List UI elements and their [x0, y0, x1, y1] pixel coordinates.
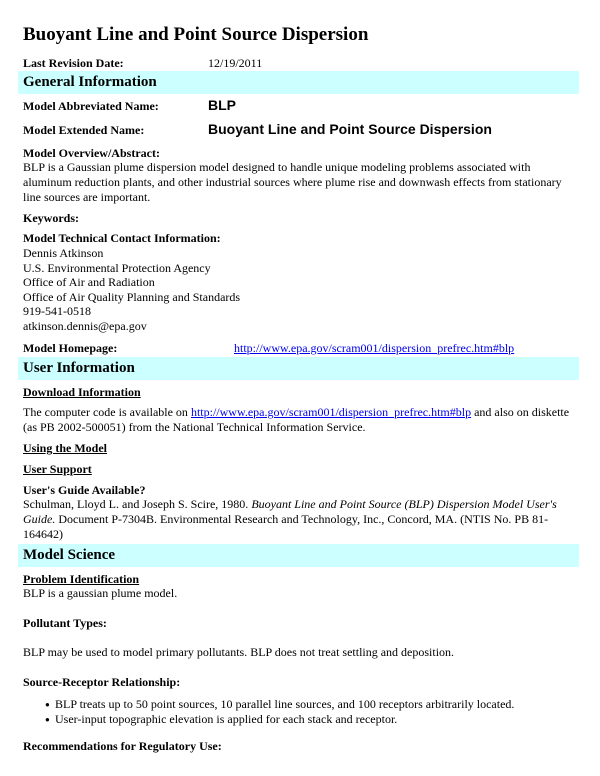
support-heading: User Support	[23, 462, 92, 476]
contact-suboffice: Office of Air Quality Planning and Standards	[23, 290, 241, 304]
keywords-label: Keywords:	[23, 211, 79, 225]
contact-label: Model Technical Contact Information:	[23, 231, 221, 245]
guide-details: Document P-7304B. Environmental Research and Technology, Inc., Concord, MA. (NTIS No. PB 81-164642)	[23, 512, 549, 541]
contact-phone: 919-541-0518	[23, 304, 91, 318]
section-heading-general: General Information	[23, 74, 157, 90]
section-heading-user: User Information	[23, 360, 135, 376]
download-text	[23, 405, 575, 435]
revision-value: 12/19/2011	[208, 56, 263, 70]
download-heading: Download Information	[23, 385, 141, 399]
using-heading: Using the Model	[23, 441, 107, 455]
download-link[interactable]: http://www.epa.gov/scram001/dispersion_prefrec.htm#blp	[190, 405, 472, 419]
contact-email: atkinson.dennis@epa.gov	[23, 319, 147, 333]
download-text-after: and also on diskette (as PB 2002-500051) from the National Technical Information Service.	[23, 405, 570, 434]
overview-text: BLP is a Gaussian plume dispersion model designed to handle unique modeling problems associated with aluminum reduction plants, and other industrial sources where plume rise and downwash effects from stationary line sources are important.	[23, 160, 562, 204]
section-band-user	[18, 357, 579, 380]
receptor-list	[45, 697, 514, 727]
abbrev-value: BLP	[208, 97, 236, 113]
problem-heading: Problem Identification	[23, 572, 140, 586]
section-heading-science: Model Science	[23, 547, 116, 563]
pollutant-text: BLP may be used to model primary pollutants. BLP does not treat settling and deposition.	[23, 645, 455, 659]
homepage-label: Model Homepage:	[23, 341, 118, 355]
page-title: Buoyant Line and Point Source Dispersion	[23, 24, 369, 45]
guide-title: Buoyant Line and Point Source (BLP) Dispersion Model User's Guide.	[23, 497, 557, 526]
contact-agency: U.S. Environmental Protection Agency	[23, 261, 211, 275]
list-item: ● User-input topographic elevation is applied for each stack and receptor.	[45, 712, 514, 727]
guide-text	[23, 497, 575, 542]
list-item: ● BLP treats up to 50 point sources, 10 parallel line sources, and 100 receptors arbitrarily located.	[45, 697, 514, 712]
contact-office: Office of Air and Radiation	[23, 275, 155, 289]
extended-label: Model Extended Name:	[23, 123, 145, 137]
overview-label: Model Overview/Abstract:	[23, 146, 160, 160]
section-band-general	[18, 71, 579, 94]
receptor-label: Source-Receptor Relationship:	[23, 675, 181, 689]
section-band-science	[18, 544, 579, 567]
homepage-link[interactable]: http://www.epa.gov/scram001/dispersion_prefrec.htm#blp	[234, 341, 515, 355]
extended-value: Buoyant Line and Point Source Dispersion	[208, 121, 492, 137]
guide-label: User's Guide Available?	[23, 483, 146, 497]
abbrev-label: Model Abbreviated Name:	[23, 99, 159, 113]
contact-name: Dennis Atkinson	[23, 246, 104, 260]
guide-authors: Schulman, Lloyd L. and Joseph S. Scire, 1980.	[23, 497, 252, 511]
revision-label: Last Revision Date:	[23, 56, 124, 70]
problem-text: BLP is a gaussian plume model.	[23, 586, 178, 600]
download-text-before: The computer code is available on	[23, 405, 191, 419]
regulatory-label: Recommendations for Regulatory Use:	[23, 739, 222, 753]
pollutant-label: Pollutant Types:	[23, 616, 107, 630]
